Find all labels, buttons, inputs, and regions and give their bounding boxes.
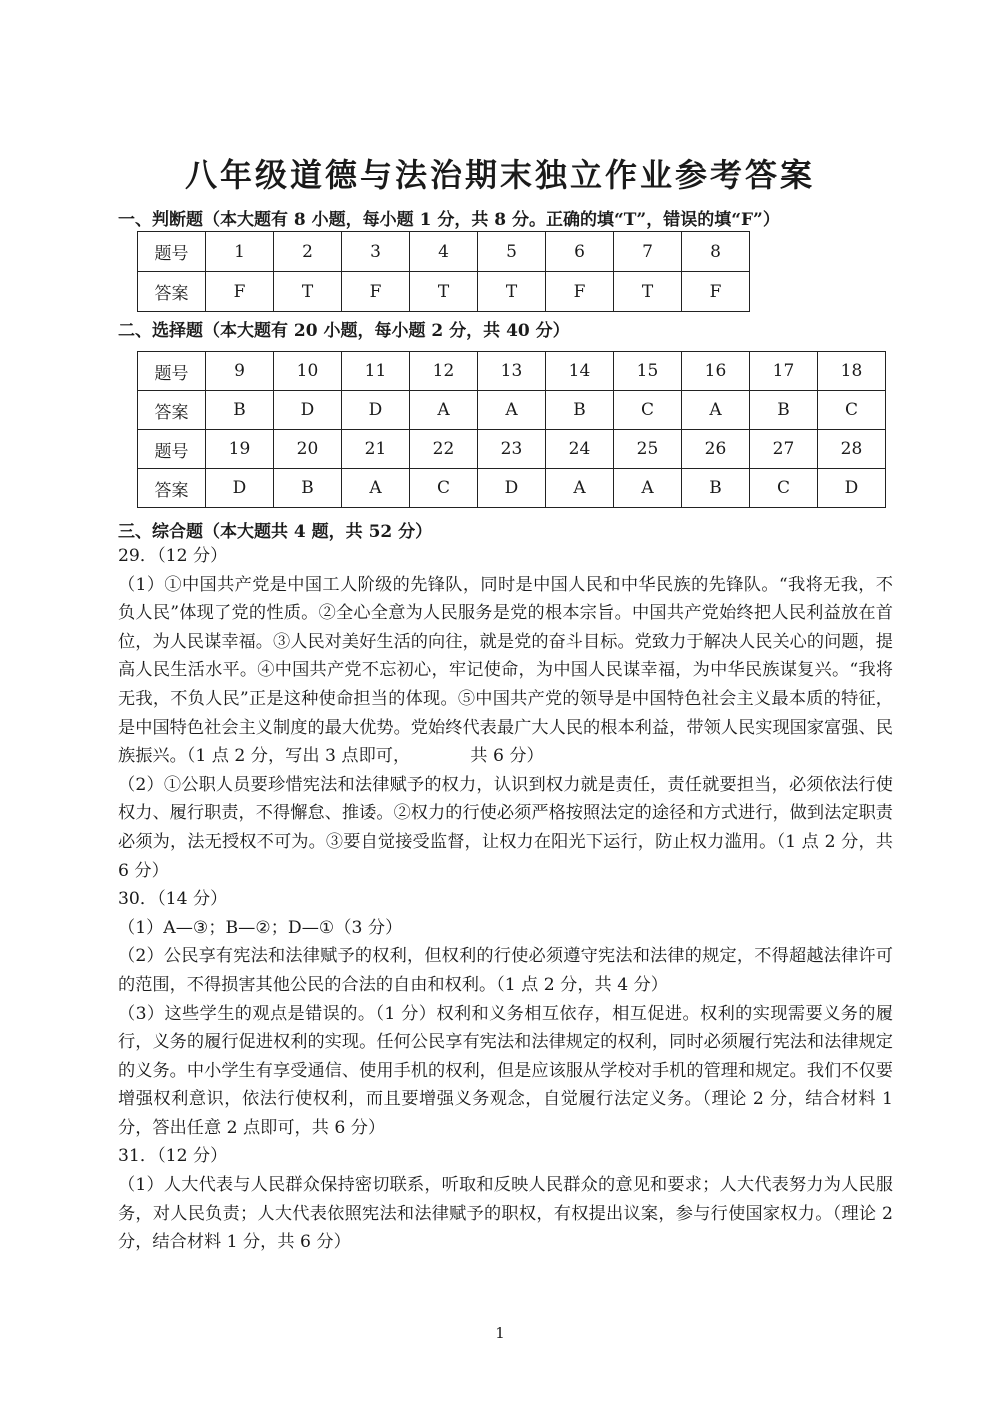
table-cell: 21 (342, 430, 410, 469)
section1-heading: 一、判断题（本大题有 8 小题，每小题 1 分，共 8 分。正确的填“T”，错误的填“F”） (118, 210, 780, 230)
table-cell: 11 (342, 352, 410, 391)
table-cell: 1 (206, 232, 274, 272)
table-cell: 10 (274, 352, 342, 391)
table-cell: B (682, 469, 750, 508)
comprehensive-answers (118, 542, 893, 1257)
table-cell: 15 (614, 352, 682, 391)
table-cell: 27 (750, 430, 818, 469)
table-cell: F (682, 272, 750, 312)
table-cell: 23 (478, 430, 546, 469)
section2-heading: 二、选择题（本大题有 20 小题，每小题 2 分，共 40 分） (118, 321, 570, 341)
table-cell: F (342, 272, 410, 312)
row-header-cell: 答案 (138, 469, 206, 508)
table-cell: 17 (750, 352, 818, 391)
table-cell: 14 (546, 352, 614, 391)
table-cell: A (614, 469, 682, 508)
table-row (138, 469, 886, 508)
answer-paragraph: （2）公民享有宪法和法律赋予的权利，但权利的行使必须遵守宪法和法律的规定，不得超越法律许可的范围，不得损害其他公民的合法的自由和权利。（1 点 2 分，共 4 分） (118, 946, 893, 995)
table-cell: A (546, 469, 614, 508)
table-cell: 5 (478, 232, 546, 272)
table-cell: D (342, 391, 410, 430)
table-row (138, 430, 886, 469)
table-cell: 12 (410, 352, 478, 391)
row-header-cell: 答案 (138, 391, 206, 430)
table-cell: 13 (478, 352, 546, 391)
table-cell: C (614, 391, 682, 430)
table-row (138, 232, 750, 272)
table-cell: T (274, 272, 342, 312)
table-cell: 19 (206, 430, 274, 469)
answer-paragraph: （1）①中国共产党是中国工人阶级的先锋队，同时是中国人民和中华民族的先锋队。“我将无我，不负人民”体现了党的性质。②全心全意为人民服务是党的根本宗旨。中国共产党始终把人民利益放在首位，为人民谋幸福。③人民对美好生活的向往，就是党的奋斗目标。党致力于解决人民关心的问题，提高人民生活水平。④中国共产党不忘初心，牢记使命，为中国人民谋幸福，为中华民族谋复兴。“我将无我，不负人民”正是这种使命担当的体现。⑤中国共产党的领导是中国特色社会主义最本质的特征，是中国特色社会主义制度的最大优势。党始终代表最广大人民的根本利益，带领人民实现国家富强、民族振兴。（1 点 2 分，写出 3 点即可， 共 6 分） (118, 574, 893, 767)
table-row (138, 272, 750, 312)
table-cell: D (206, 469, 274, 508)
table-cell: 16 (682, 352, 750, 391)
table-cell: D (818, 469, 886, 508)
table-cell: 26 (682, 430, 750, 469)
table-cell: C (818, 391, 886, 430)
choice-answer-table (137, 351, 886, 508)
table-cell: F (206, 272, 274, 312)
table-cell: 3 (342, 232, 410, 272)
table-cell: A (478, 391, 546, 430)
table-cell: 25 (614, 430, 682, 469)
table-cell: 20 (274, 430, 342, 469)
table-cell: 22 (410, 430, 478, 469)
table-cell: B (750, 391, 818, 430)
answer-paragraph: （1）A—③；B—②；D—①（3 分） (118, 917, 403, 938)
page-number: 1 (495, 1324, 505, 1342)
table-cell: T (410, 272, 478, 312)
table-cell: A (682, 391, 750, 430)
table-cell: D (478, 469, 546, 508)
row-header-cell: 题号 (138, 352, 206, 391)
row-header-cell: 题号 (138, 232, 206, 272)
table-cell: 6 (546, 232, 614, 272)
table-cell: 24 (546, 430, 614, 469)
table-cell: 18 (818, 352, 886, 391)
table-cell: 2 (274, 232, 342, 272)
table-cell: F (546, 272, 614, 312)
table-cell: B (206, 391, 274, 430)
section3-heading: 三、综合题（本大题共 4 题，共 52 分） (118, 522, 433, 542)
table-cell: B (274, 469, 342, 508)
table-cell: T (478, 272, 546, 312)
table-cell: 4 (410, 232, 478, 272)
answer-paragraph: （2）①公职人员要珍惜宪法和法律赋予的权力，认识到权力就是责任，责任就要担当，必须依法行使权力、履行职责，不得懈怠、推诿。②权力的行使必须严格按照法定的途径和方式进行，做到法定职责必须为，法无授权不可为。③要自觉接受监督，让权力在阳光下运行，防止权力滥用。（1 点 2 分，共 6 分） (118, 774, 893, 881)
question-number: 31．（12 分） (118, 1146, 228, 1167)
table-cell: A (410, 391, 478, 430)
question-number: 29．（12 分） (118, 546, 228, 566)
table-cell: D (274, 391, 342, 430)
table-cell: 8 (682, 232, 750, 272)
table-cell: C (410, 469, 478, 508)
table-row (138, 352, 886, 391)
answer-paragraph: （3）这些学生的观点是错误的。（1 分）权利和义务相互依存，相互促进。权利的实现需要义务的履行，义务的履行促进权利的实现。任何公民享有宪法和法律规定的权利，同时必须履行宪法和法律规定的义务。中小学生有享受通信、使用手机的权利，但是应该服从学校对手机的管理和规定。我们不仅要增强权利意识，依法行使权利，而且要增强义务观念，自觉履行法定义务。（理论 2 分，结合材料 1 分，答出任意 2 点即可，共 6 分） (118, 1003, 893, 1138)
table-cell: C (750, 469, 818, 508)
table-cell: B (546, 391, 614, 430)
row-header-cell: 题号 (138, 430, 206, 469)
table-cell: T (614, 272, 682, 312)
table-cell: 28 (818, 430, 886, 469)
answer-paragraph: （1）人大代表与人民群众保持密切联系，听取和反映人民群众的意见和要求；人大代表努力为人民服务，对人民负责；人大代表依照宪法和法律赋予的职权，有权提出议案，参与行使国家权力。（理论 2 分，结合材料 1 分，共 6 分） (118, 1175, 893, 1253)
page-title: 八年级道德与法治期末独立作业参考答案 (184, 156, 815, 194)
table-cell: 9 (206, 352, 274, 391)
table-row (138, 391, 886, 430)
row-header-cell: 答案 (138, 272, 206, 312)
table-cell: A (342, 469, 410, 508)
judgment-answer-table (137, 231, 750, 312)
question-number: 30．（14 分） (118, 889, 228, 910)
table-cell: 7 (614, 232, 682, 272)
